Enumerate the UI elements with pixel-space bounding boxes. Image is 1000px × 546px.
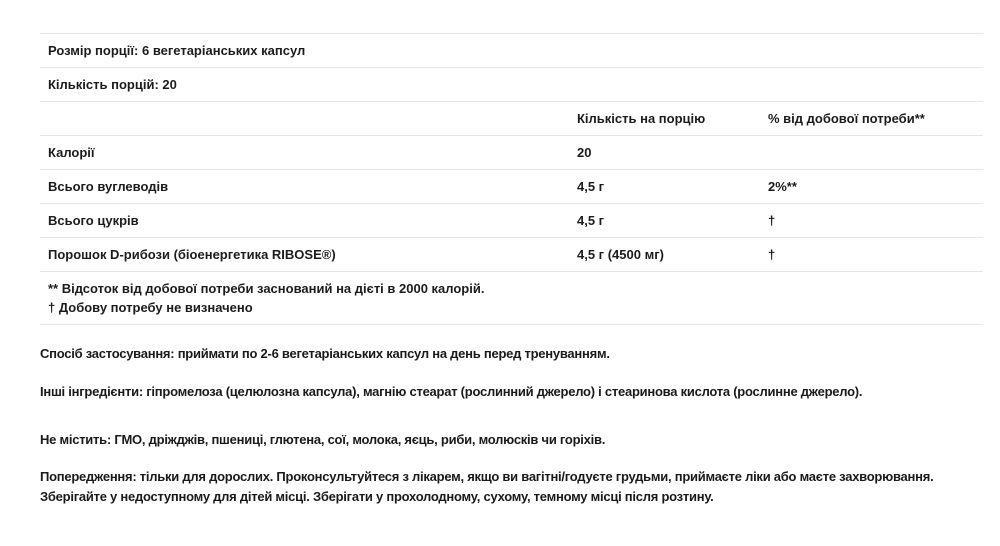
nutrient-name: Калорії (40, 136, 568, 170)
table-row (40, 170, 983, 204)
nutrient-amount: 4,5 г (568, 204, 762, 238)
table-row (40, 136, 983, 170)
nutrient-name: Порошок D-рибози (біоенергетика RIBOSE®) (40, 238, 568, 272)
header-amount-per-serving: Кількість на порцію (568, 102, 762, 136)
footnote-not-established: † Добову потребу не визначено (48, 300, 253, 315)
nutrient-daily-value: † (762, 238, 983, 272)
nutrient-name: Всього вуглеводів (40, 170, 568, 204)
nutrient-daily-value (762, 136, 983, 170)
footnotes (40, 272, 983, 325)
other-ingredients: Інші інгредієнти: гіпромелоза (целюлозна капсула), магнію стеарат (рослинний джерело) і стеаринова кислота (рослинне джерело). (40, 384, 863, 399)
supplement-facts-table (40, 33, 983, 325)
serving-size-row (40, 34, 983, 68)
nutrient-amount: 20 (568, 136, 762, 170)
warning-text: Попередження: тільки для дорослих. Проконсультуйтеся з лікарем, якщо ви вагітні/годуєте грудьми, приймаєте ліки або маєте захворювання. Зберігайте у недоступному для дітей місці. Зберігати у прохолодному, сухому, темному місці після розтину. (40, 469, 934, 504)
footnote-daily-value: ** Відсоток від добової потреби заснований на дієті в 2000 калорій. (48, 281, 485, 296)
nutrient-daily-value: † (762, 204, 983, 238)
usage-instructions: Спосіб застосування: приймати по 2-6 вегетаріанських капсул на день перед тренуванням. (40, 346, 610, 361)
table-row (40, 204, 983, 238)
header-daily-value: % від добової потреби** (762, 102, 983, 136)
servings-per-container-row (40, 68, 983, 102)
nutrient-daily-value: 2%** (762, 170, 983, 204)
header-nutrient (40, 102, 568, 136)
nutrient-amount: 4,5 г (4500 мг) (568, 238, 762, 272)
footnotes-row (40, 272, 983, 325)
nutrient-amount: 4,5 г (568, 170, 762, 204)
table-header-row (40, 102, 983, 136)
table-row (40, 238, 983, 272)
nutrient-name: Всього цукрів (40, 204, 568, 238)
servings-per-container: Кількість порцій: 20 (40, 68, 983, 102)
free-of-allergens: Не містить: ГМО, дріжджів, пшениці, глютена, сої, молока, яєць, риби, молюсків чи горіхів. (40, 432, 606, 447)
serving-size: Розмір порції: 6 вегетаріанських капсул (40, 34, 983, 68)
